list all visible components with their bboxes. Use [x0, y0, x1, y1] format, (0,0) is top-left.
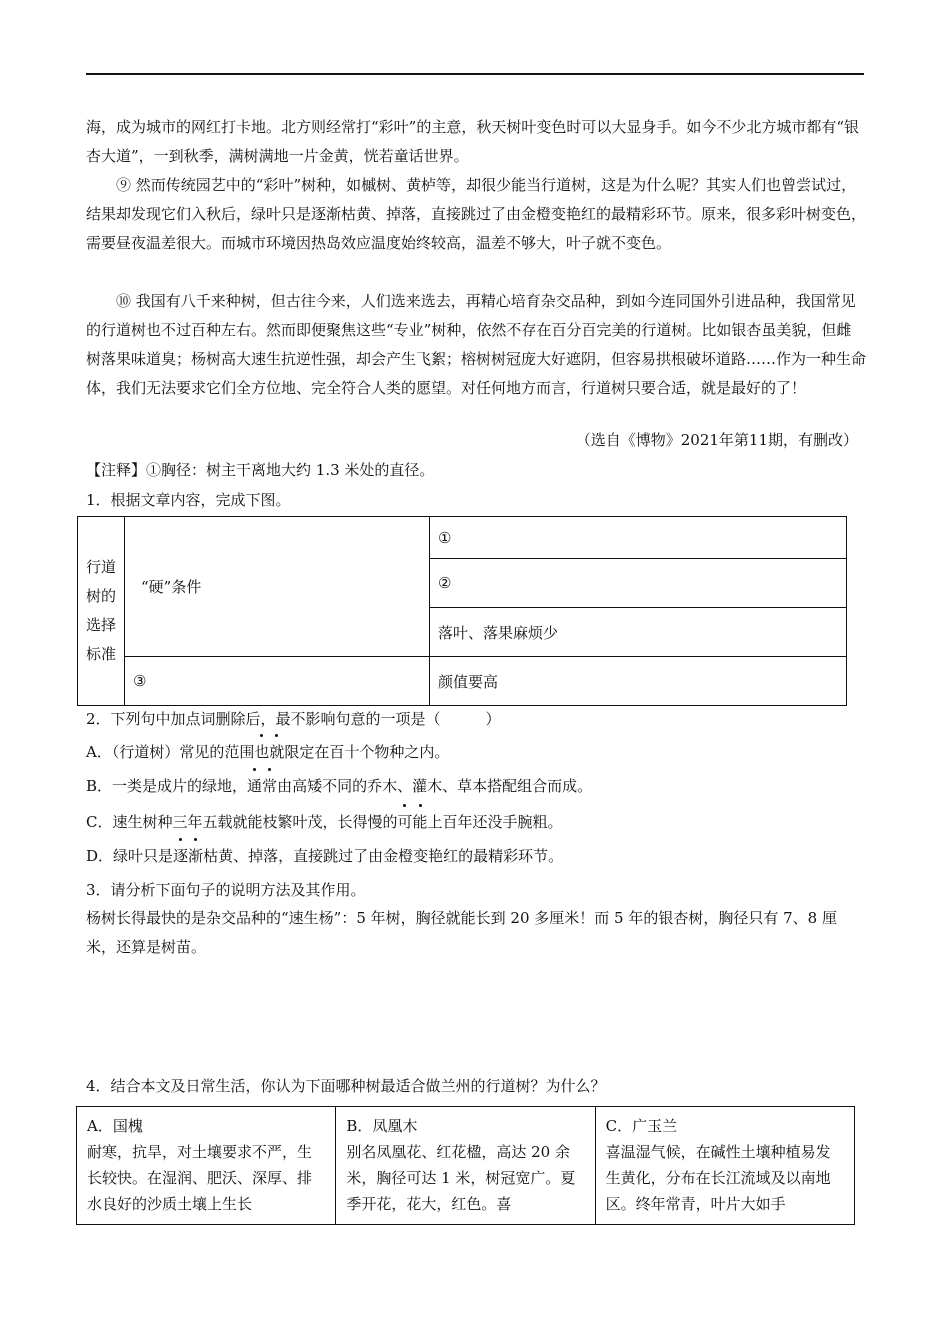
question-2-option-d[interactable]: D．绿叶只是逐渐枯黄、掉落，直接跳过了由金橙变艳红的最精彩环节。 — [86, 844, 563, 868]
question-2-option-c[interactable]: C．速生树种三年五载就能枝繁叶茂，长得慢的可能上百年还没手腕粗。 — [86, 810, 563, 834]
blank-3[interactable]: ③ — [125, 657, 430, 706]
question-4-stem: 4．结合本文及日常生活，你认为下面哪种树最适合做兰州的行道树？为什么？ — [86, 1077, 606, 1095]
question-1-stem: 1．根据文章内容，完成下图。 — [86, 491, 291, 509]
option-a-title: A．国槐 — [87, 1117, 143, 1135]
question-2-stem: 2．下列句中加点词删除后，最不影响句意的一项是（ ） — [86, 710, 501, 728]
question-3-stem: 3．请分析下面句子的说明方法及其作用。 — [86, 881, 366, 899]
option-a-cell[interactable] — [77, 1107, 336, 1225]
option-b-title: B．凤凰木 — [346, 1117, 418, 1135]
emphasis-dot-char: 就 — [269, 740, 284, 764]
question-4-table — [76, 1106, 855, 1225]
question-2-option-a[interactable]: A．（行道树）常见的范围也就限定在百十个物种之内。 — [86, 740, 449, 764]
emphasis-dot-char: 常 — [262, 774, 277, 798]
emphasis-dot-char: 可 — [397, 810, 412, 834]
emphasis-dot-char: 逐 — [173, 844, 188, 868]
option-c-title: C．广玉兰 — [605, 1117, 678, 1135]
emphasis-dot-char: 通 — [247, 774, 262, 798]
emphasis-dot-char: 也 — [254, 740, 269, 764]
blank-2[interactable]: ② — [430, 559, 847, 608]
question-1-table — [77, 516, 847, 706]
header-rule — [86, 73, 864, 75]
annotation-note: 【注释】①胸径：树主干离地大约 1.3 米处的直径。 — [86, 461, 435, 479]
question-2-option-b[interactable]: B．一类是成片的绿地，通常由高矮不同的乔木、灌木、草本搭配组合而成。 — [86, 774, 592, 798]
option-c-text: 喜温湿气候，在碱性土壤种植易发生黄化，分布在长江流域及以南地区。终年常青，叶片大如手 — [605, 1143, 831, 1213]
emphasis-dot-char: 能 — [413, 810, 428, 834]
article-paragraph-10: ⑩ 我国有八千来种树，但古往今来，人们选来选去，再精心培育杂交品种，到如今连同国外引进品种，我国常见的行道树也不过百种左右。然而即便聚焦这些“专业”树种，依然不存在百分百完美的行道树。比如银杏虽美貌，但雌树落果味道臭；杨树高大速生抗逆性强，却会产生飞絮；榕树树冠庞大好遮阴，但容易拱根破坏道路……作为一种生命体，我们无法要求它们全方位地、完全符合人类的愿望。对任何地方而言，行道树只要合适，就是最好的了！ — [86, 292, 867, 397]
emphasis-dot-char: 渐 — [188, 844, 203, 868]
blank-1[interactable]: ① — [430, 517, 847, 559]
fact-appearance: 颜值要高 — [430, 657, 847, 706]
option-b-cell[interactable] — [336, 1107, 595, 1225]
fact-leaves-fruit: 落叶、落果麻烦少 — [430, 608, 847, 657]
option-c-cell[interactable] — [595, 1107, 854, 1225]
article-paragraph-continued: 海，成为城市的网红打卡地。北方则经常打“彩叶”的主意，秋天树叶变色时可以大显身手。如今不少北方城市都有“银杏大道”，一到秋季，满树满地一片金黄，恍若童话世界。 — [86, 118, 860, 165]
table-row-header: 行道 树的 选择 标准 — [78, 517, 125, 706]
article-source: （选自《博物》2021年第11期，有删改） — [575, 431, 858, 449]
question-3-quote: 杨树长得最快的是杂交品种的“速生杨”：5 年树，胸径就能长到 20 多厘米！而 5 年的银杏树，胸径只有 7、8 厘米，还算是树苗。 — [86, 909, 837, 956]
hard-condition-label: “硬”条件 — [125, 517, 430, 657]
option-a-text: 耐寒，抗旱，对土壤要求不严，生长较快。在湿润、肥沃、深厚、排水良好的沙质土壤上生长 — [87, 1143, 313, 1213]
article-paragraph-9: ⑨ 然而传统园艺中的“彩叶”树种，如槭树、黄栌等，却很少能当行道树，这是为什么呢？其实人们也曾尝试过，结果却发现它们入秋后，绿叶只是逐渐枯黄、掉落，直接跳过了由金橙变艳红的最精彩环节。原来，很多彩叶树变色，需要昼夜温差很大。而城市环境因热岛效应温度始终较高，温差不够大，叶子就不变色。 — [86, 176, 867, 252]
option-b-text: 别名凤凰花、红花楹，高达 20 余米，胸径可达 1 米，树冠宽广。夏季开花，花大，红色。喜 — [346, 1143, 576, 1213]
